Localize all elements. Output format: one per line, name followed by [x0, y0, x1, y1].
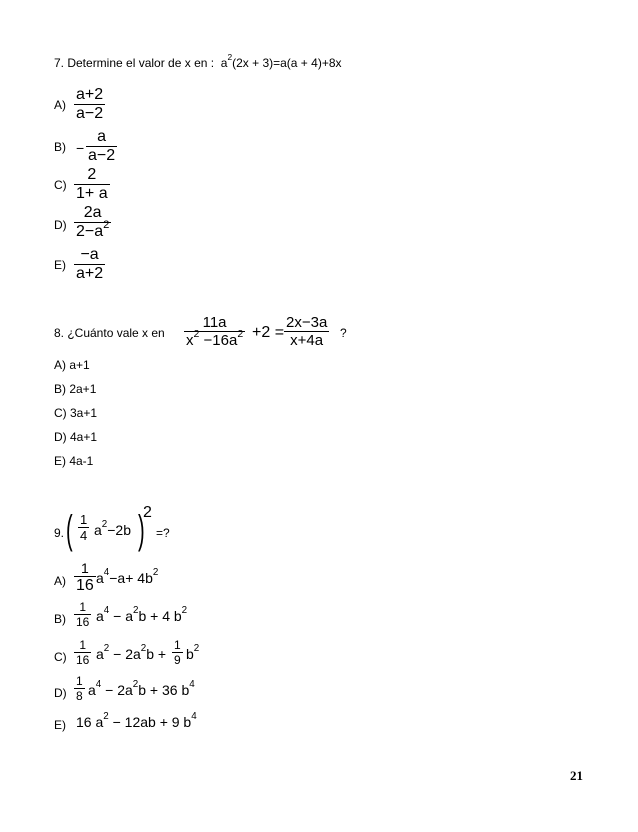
q9-outer-exponent: 2: [143, 504, 152, 521]
q8-option-c: C) 3a+1: [54, 406, 98, 420]
q7-option-d-label: D): [54, 218, 67, 232]
q7-prompt: 7. Determine el valor de x en : $a^2(2x + 3)=a(a + 4)+8x$: [54, 52, 342, 70]
q9-option-a-fraction: 1 16: [76, 560, 94, 594]
q8-middle: +2 =: [252, 324, 285, 341]
q7-option-b-sign: −: [76, 140, 85, 156]
q7-option-e-fraction: −a a+2: [76, 246, 104, 282]
q7-option-a-label: A): [54, 98, 66, 112]
page-number: 21: [570, 768, 583, 783]
q8-lhs-fraction: 11a $x^2 -16a^2$: [186, 314, 244, 349]
q9-inner-terms: $a^2-2b$: [94, 519, 131, 538]
q7-option-d-fraction: 2a $2-a^2$: [76, 204, 110, 240]
q9-option-e-label: E): [54, 718, 66, 732]
q9-option-c-fraction: 1 16: [76, 638, 90, 667]
q8-option-d: D) 4a+1: [54, 430, 98, 444]
q7-option-e-label: E): [54, 258, 66, 272]
q7-option-b-label: B): [54, 140, 66, 154]
q8-rhs-fraction: 2x−3a x+4a: [286, 314, 328, 349]
q9-end: =?: [156, 526, 170, 540]
q8-option-a: A) a+1: [54, 358, 90, 372]
q7-option-a-fraction: a+2 a−2: [76, 86, 104, 122]
q9-expression: [66, 508, 148, 552]
q9-option-c-fraction-2: 1 9: [174, 638, 181, 667]
q9-option-d-terms: $a^4 - 2a^2b + 36$ $b^4$: [88, 679, 195, 698]
q9-option-b-fraction: 1 16: [76, 600, 90, 629]
q8-prompt: 8. ¿Cuánto vale x en: [54, 326, 165, 340]
q9-right-paren: ): [138, 508, 145, 552]
q9-prefix: 9.: [54, 526, 65, 540]
q9-option-a-terms: $a^4-a+ 4b^2$: [96, 567, 159, 586]
q9-option-c-terms-2: $b^2$: [186, 643, 200, 662]
q9-option-d-label: D): [54, 686, 67, 700]
q7-option-c-label: C): [54, 178, 67, 192]
q9-option-b-terms: $a^4 - a^2b + 4$ $b^2$: [96, 605, 188, 624]
q9-option-d-fraction: 1 8: [76, 674, 83, 703]
q8-end: ?: [340, 326, 347, 340]
q9-option-b-label: B): [54, 612, 66, 626]
q7-option-b-fraction: a a−2: [88, 128, 116, 164]
q9-option-c-terms: $a^2 - 2a^2b$ +: [96, 643, 167, 662]
q7-option-c-fraction: 2 1+ a: [76, 166, 108, 202]
q8-option-b: B) 2a+1: [54, 382, 97, 396]
q8-option-e: E) 4a-1: [54, 454, 94, 468]
q9-inner-fraction: 1 4: [80, 512, 88, 543]
q9-option-e-terms: 16 $a^2 - 12ab + 9$ $b^4$: [76, 711, 197, 730]
q9-option-a-label: A): [54, 574, 66, 588]
q7-equation: $a^2(2x + 3)=a(a + 4)+8x$: [220, 52, 342, 70]
q9-option-c-label: C): [54, 650, 67, 664]
q9-left-paren: (: [66, 508, 73, 552]
